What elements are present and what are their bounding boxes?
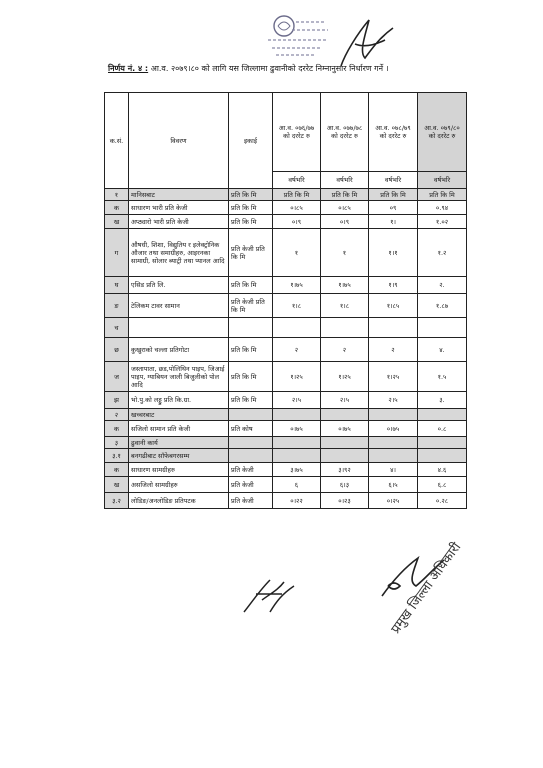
row-unit: प्रति कि मि <box>229 362 273 392</box>
row-rate-fy-078-79: ६।५ <box>369 477 418 493</box>
row-description: टेलिकम टावर सामान <box>129 294 229 318</box>
row-rate-fy-077-78 <box>321 449 369 463</box>
row-rate-fy-076-77: १।२५ <box>273 362 321 392</box>
row-sn: घ <box>105 277 129 294</box>
table-row <box>105 294 467 318</box>
transport-rate-table <box>104 92 467 509</box>
row-description: अप्ठ्यारो भारी प्रति केजी <box>129 215 229 229</box>
row-unit <box>229 437 273 449</box>
row-rate-fy-077-78: ०।७५ <box>321 421 369 437</box>
decision-text: आ.व. २०७९।८० को लागि यस जिल्लामा ढुवानीको दररेट निम्नानुसार निर्धारण गर्ने । <box>150 64 389 73</box>
row-rate-fy-079-80: ०.८ <box>418 421 467 437</box>
table-row <box>105 318 467 338</box>
office-seal-stamp <box>262 8 338 60</box>
row-sn: ३.२ <box>105 493 129 509</box>
row-rate-fy-076-77: १।७५ <box>273 277 321 294</box>
row-rate-fy-079-80 <box>418 409 467 421</box>
row-rate-fy-078-79: ४। <box>369 463 418 477</box>
row-description: एसिड प्रति लि. <box>129 277 229 294</box>
row-sn: १ <box>105 189 129 201</box>
row-description: मानिसबाट <box>129 189 229 201</box>
row-sn: झ <box>105 392 129 409</box>
row-description: असजिलो सामग्रीहरु <box>129 477 229 493</box>
row-sn: २ <box>105 409 129 421</box>
row-rate-fy-078-79: ०९ <box>369 201 418 215</box>
header-fy-076-77: आ.व. ०७६/७७ को दररेट रु <box>273 93 321 172</box>
row-rate-fy-076-77: ०।७५ <box>273 421 321 437</box>
row-sn: च <box>105 318 129 338</box>
row-rate-fy-079-80: ३. <box>418 392 467 409</box>
header-fy-079-80: आ.व. ०७९/८० को दररेट रु <box>418 93 467 172</box>
table-row <box>105 338 467 362</box>
subheader-cell: वर्षभरि <box>273 172 321 189</box>
row-rate-fy-078-79: १। <box>369 215 418 229</box>
row-sn: क <box>105 421 129 437</box>
row-rate-fy-077-78: ६।३ <box>321 477 369 493</box>
row-rate-fy-078-79: १।१ <box>369 229 418 277</box>
row-rate-fy-076-77: ०।९ <box>273 215 321 229</box>
row-rate-fy-076-77: प्रति कि मि <box>273 189 321 201</box>
row-unit: प्रति केजी प्रति कि मि <box>229 229 273 277</box>
row-description: भो.पु.को लड्डु प्रति कि.ग्रा. <box>129 392 229 409</box>
header-unit: इकाई <box>229 93 273 189</box>
row-rate-fy-076-77: २ <box>273 338 321 362</box>
row-sn: ३ <box>105 437 129 449</box>
row-rate-fy-076-77 <box>273 409 321 421</box>
row-rate-fy-079-80: ०.२८ <box>418 493 467 509</box>
row-rate-fy-077-78: १।८ <box>321 294 369 318</box>
row-rate-fy-077-78: २।५ <box>321 392 369 409</box>
row-rate-fy-076-77: ६ <box>273 477 321 493</box>
table-row <box>105 421 467 437</box>
row-rate-fy-076-77: १ <box>273 229 321 277</box>
row-rate-fy-076-77: २।५ <box>273 392 321 409</box>
row-rate-fy-079-80: १.२ <box>418 229 467 277</box>
row-rate-fy-078-79 <box>369 437 418 449</box>
row-rate-fy-077-78: १।७५ <box>321 277 369 294</box>
header-fy-077-78: आ.व. ०७७/७८ को दररेट रु <box>321 93 369 172</box>
table-row <box>105 392 467 409</box>
decision-number: निर्णय नं. ४ : <box>108 64 149 73</box>
row-rate-fy-079-80 <box>418 437 467 449</box>
row-description: साधारण सामग्रीहरु <box>129 463 229 477</box>
row-rate-fy-079-80: ४.६ <box>418 463 467 477</box>
row-rate-fy-077-78: १ <box>321 229 369 277</box>
subheader-cell: वर्षभरि <box>418 172 467 189</box>
decision-heading <box>108 63 438 75</box>
row-unit: प्रति कि मि <box>229 201 273 215</box>
row-rate-fy-076-77: ०।२२ <box>273 493 321 509</box>
table-row <box>105 189 467 201</box>
row-rate-fy-078-79: प्रति कि मि <box>369 189 418 201</box>
row-rate-fy-077-78 <box>321 437 369 449</box>
row-rate-fy-077-78: ३।९२ <box>321 463 369 477</box>
row-rate-fy-079-80: १.८७ <box>418 294 467 318</box>
row-unit: प्रति केजी <box>229 477 273 493</box>
row-unit: प्रति कि मि <box>229 338 273 362</box>
row-description: लोडिङ/अनलोडिङ प्रतिपटक <box>129 493 229 509</box>
header-fy-078-79: आ.व. ०७८/७९ को दररेट रु <box>369 93 418 172</box>
subheader-cell: वर्षभरि <box>321 172 369 189</box>
table-row <box>105 493 467 509</box>
row-rate-fy-076-77: ०।८५ <box>273 201 321 215</box>
officer-title: प्रमुख जिल्ला अधिकारी <box>388 540 465 637</box>
row-rate-fy-078-79 <box>369 409 418 421</box>
table-row <box>105 463 467 477</box>
row-unit: प्रति कोष <box>229 421 273 437</box>
subheader-cell: वर्षभरि <box>369 172 418 189</box>
row-rate-fy-078-79: १।८५ <box>369 294 418 318</box>
row-rate-fy-078-79: ०।७५ <box>369 421 418 437</box>
row-unit: प्रति कि मि <box>229 189 273 201</box>
row-rate-fy-078-79 <box>369 318 418 338</box>
row-rate-fy-077-78 <box>321 409 369 421</box>
row-rate-fy-078-79: १।२५ <box>369 362 418 392</box>
row-rate-fy-078-79: २।५ <box>369 392 418 409</box>
row-unit: प्रति केजी <box>229 493 273 509</box>
row-unit: प्रति केजी <box>229 463 273 477</box>
row-unit <box>229 318 273 338</box>
row-rate-fy-079-80: ४. <box>418 338 467 362</box>
table-row <box>105 215 467 229</box>
row-sn: ख <box>105 215 129 229</box>
table-row <box>105 201 467 215</box>
row-rate-fy-077-78 <box>321 318 369 338</box>
row-rate-fy-076-77: ३।७५ <box>273 463 321 477</box>
row-unit: प्रति कि मि <box>229 277 273 294</box>
row-sn: छ <box>105 338 129 362</box>
row-rate-fy-076-77 <box>273 318 321 338</box>
row-unit: प्रति कि मि <box>229 215 273 229</box>
table-row <box>105 409 467 421</box>
row-rate-fy-077-78: ०।८५ <box>321 201 369 215</box>
row-description: सजिलो सामान प्रति केजी <box>129 421 229 437</box>
row-description: जस्तापाता, छड,पोलिथिन पाइप, जिआई पाइप, ग्याबियन जाली बिजुलीको पोल आदि <box>129 362 229 392</box>
table-row <box>105 229 467 277</box>
row-rate-fy-079-80: ६.८ <box>418 477 467 493</box>
table-row <box>105 277 467 294</box>
row-rate-fy-079-80: १.०२ <box>418 215 467 229</box>
row-rate-fy-078-79: २ <box>369 338 418 362</box>
row-unit: प्रति कि मि <box>229 392 273 409</box>
row-rate-fy-079-80: १.५ <box>418 362 467 392</box>
row-description <box>129 318 229 338</box>
header-description: विवरण <box>129 93 229 189</box>
row-rate-fy-076-77 <box>273 437 321 449</box>
header-sn: क.सं. <box>105 93 129 189</box>
table-row <box>105 362 467 392</box>
row-rate-fy-076-77 <box>273 449 321 463</box>
signature-bottom <box>240 572 300 618</box>
row-rate-fy-079-80 <box>418 449 467 463</box>
table-row <box>105 477 467 493</box>
table-header-row <box>105 93 467 172</box>
row-sn: ग <box>105 229 129 277</box>
row-sn: ज <box>105 362 129 392</box>
row-description: खच्चरबाट <box>129 409 229 421</box>
row-rate-fy-078-79 <box>369 449 418 463</box>
row-description: ढुवानी कार्य <box>129 437 229 449</box>
row-description: औषधी, शिशा, विद्युतिय र इलेक्ट्रोनिक औजार तथा समाग्रीहरु, आइरनका सामाग्री, सोलार ब्याट्री तथा प्यानल आदि <box>129 229 229 277</box>
table-row <box>105 437 467 449</box>
row-sn: क <box>105 463 129 477</box>
row-rate-fy-077-78: ०।२३ <box>321 493 369 509</box>
row-rate-fy-078-79: १।९ <box>369 277 418 294</box>
row-sn: ङ <box>105 294 129 318</box>
row-description: कुखुराको चल्ला प्रतिगोटा <box>129 338 229 362</box>
table-row <box>105 449 467 463</box>
row-sn: क <box>105 201 129 215</box>
row-description: बनगढीबाट सॉफेबगरसम्म <box>129 449 229 463</box>
row-unit <box>229 449 273 463</box>
row-rate-fy-077-78: ०।९ <box>321 215 369 229</box>
row-sn: ३.१ <box>105 449 129 463</box>
row-rate-fy-077-78: १।२५ <box>321 362 369 392</box>
row-sn: ख <box>105 477 129 493</box>
row-rate-fy-079-80: प्रति कि मि <box>418 189 467 201</box>
row-rate-fy-079-80: ०.९४ <box>418 201 467 215</box>
row-rate-fy-079-80 <box>418 318 467 338</box>
row-rate-fy-079-80: २. <box>418 277 467 294</box>
row-description: साधारण भारी प्रति केजी <box>129 201 229 215</box>
row-rate-fy-077-78: प्रति कि मि <box>321 189 369 201</box>
row-rate-fy-076-77: १।८ <box>273 294 321 318</box>
row-unit <box>229 409 273 421</box>
row-unit: प्रति केजी प्रति कि मि <box>229 294 273 318</box>
row-rate-fy-077-78: २ <box>321 338 369 362</box>
row-rate-fy-078-79: ०।२५ <box>369 493 418 509</box>
